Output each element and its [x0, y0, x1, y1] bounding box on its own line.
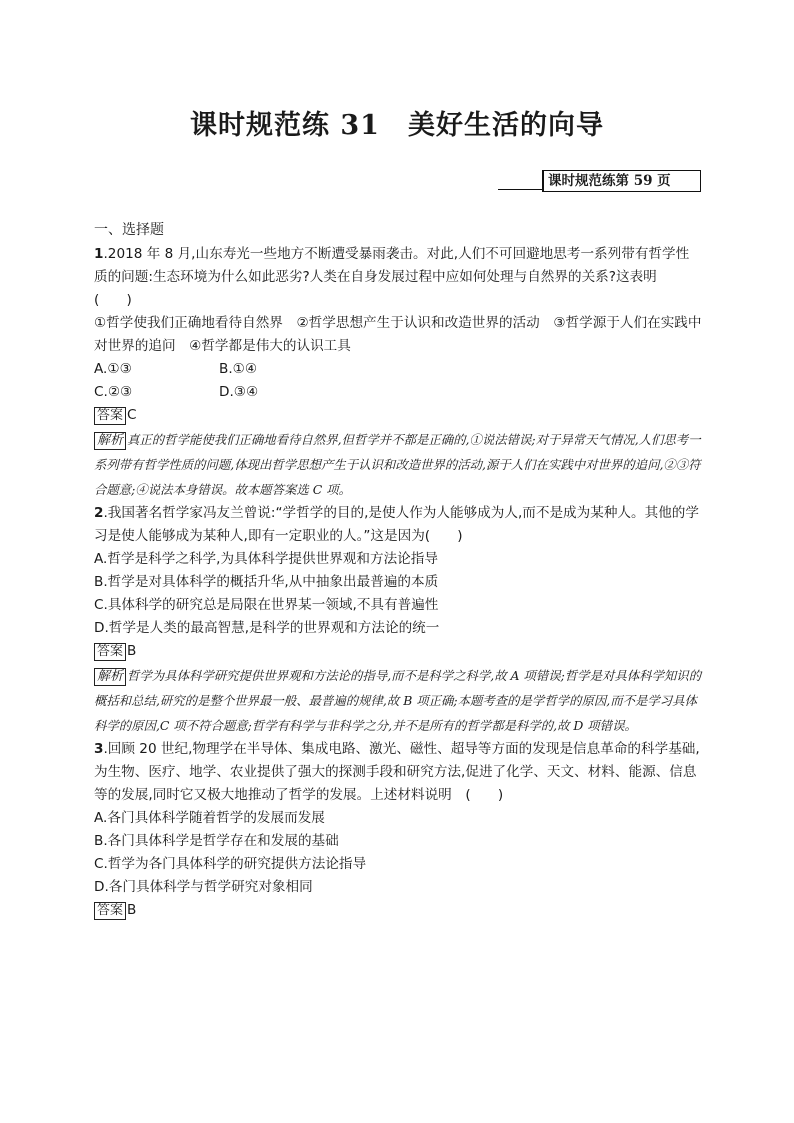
- explanation-text: 哲学为具体科学研究提供世界观和方法论的指导,而不是科学之科学,故 A 项错误;哲学是对具体科学知识的概括和总结,研究的是整个世界最一般、最普遍的规律,故 B 项正确;本题考查的是学哲学的原因,而不是学习具体科学的原因,C 项不符合题意;哲学有科学与非科学之分,并不是所有的哲学都是科学的,故 D 项错误。: [94, 668, 702, 733]
- question-list: [94, 243, 702, 922]
- option-a: A.①③: [94, 361, 132, 377]
- question-1-statements: ①哲学使我们正确地看待自然界 ②哲学思想产生于认识和改造世界的活动 ③哲学源于人们在实践中对世界的追问 ④哲学都是伟大的认识工具: [94, 315, 702, 354]
- option-b: B.各门具体科学是哲学存在和发展的基础: [94, 833, 339, 849]
- answer-value: B: [127, 902, 137, 918]
- answer-value: C: [127, 407, 137, 423]
- explanation-line: [94, 427, 702, 502]
- question-1-stem: [94, 243, 702, 289]
- question-2-stem: [94, 502, 702, 548]
- question-3-stem: [94, 738, 702, 807]
- explanation-label: 解析: [94, 668, 126, 686]
- section-heading: 一、选择题: [94, 222, 164, 238]
- answer-label: 答案: [94, 643, 126, 661]
- option-row: [94, 381, 702, 404]
- answer-line: [94, 899, 702, 922]
- answer-label: 答案: [94, 407, 126, 425]
- option-a: A.哲学是科学之科学,为具体科学提供世界观和方法论指导: [94, 551, 438, 567]
- tag-underline: [498, 189, 542, 190]
- question-text: .2018 年 8 月,山东寿光一些地方不断遭受暴雨袭击。对此,人们不可回避地思考一系列带有哲学性质的问题:生态环境为什么如此恶劣?人类在自身发展过程中应如何处理与自然界的关系?这表明: [94, 246, 690, 285]
- question-number: 2: [94, 505, 104, 521]
- option-row: [94, 358, 702, 381]
- answer-value: B: [127, 643, 137, 659]
- answer-line: [94, 640, 702, 663]
- option-d: D.各门具体科学与哲学研究对象相同: [94, 879, 313, 895]
- page-title: 课时规范练 31 美好生活的向导: [190, 110, 604, 141]
- question-text: .回顾 20 世纪,物理学在半导体、集成电路、激光、磁性、超导等方面的发现是信息革命的科学基础,为生物、医疗、地学、农业提供了强大的探测手段和研究方法,促进了化学、天文、材料、能源、信息等的发展,同时它又极大地推动了哲学的发展。上述材料说明 ( ): [94, 741, 700, 803]
- question-number: 3: [94, 741, 104, 757]
- explanation-text: 真正的哲学能使我们正确地看待自然界,但哲学并不都是正确的,①说法错误;对于异常天气情况,人们思考一系列带有哲学性质的问题,体现出哲学思想产生于认识和改造世界的活动,源于人们在实践中对世界的追问,②③符合题意;④说法本身错误。故本题答案选 C 项。: [94, 432, 701, 497]
- option-d: D.哲学是人类的最高智慧,是科学的世界观和方法论的统一: [94, 620, 440, 636]
- answer-line: [94, 404, 702, 427]
- option-c: C.具体科学的研究总是局限在世界某一领域,不具有普遍性: [94, 597, 439, 613]
- page-tag: 课时规范练第 59 页: [542, 170, 701, 192]
- option-c: C.②③: [94, 384, 133, 400]
- option-b: B.①④: [219, 361, 258, 377]
- question-number: 1: [94, 246, 104, 262]
- explanation-line: [94, 663, 702, 738]
- answer-label: 答案: [94, 902, 126, 920]
- question-text: .我国著名哲学家冯友兰曾说:“学哲学的目的,是使人作为人能够成为人,而不是成为某种人。其他的学习是使人能够成为某种人,即有一定职业的人。”这是因为( ): [94, 505, 699, 544]
- option-b: B.哲学是对具体科学的概括升华,从中抽象出最普遍的本质: [94, 574, 439, 590]
- option-c: C.哲学为各门具体科学的研究提供方法论指导: [94, 856, 367, 872]
- explanation-label: 解析: [94, 432, 126, 450]
- option-a: A.各门具体科学随着哲学的发展而发展: [94, 810, 325, 826]
- option-d: D.③④: [219, 384, 259, 400]
- answer-blank: ( ): [94, 292, 132, 308]
